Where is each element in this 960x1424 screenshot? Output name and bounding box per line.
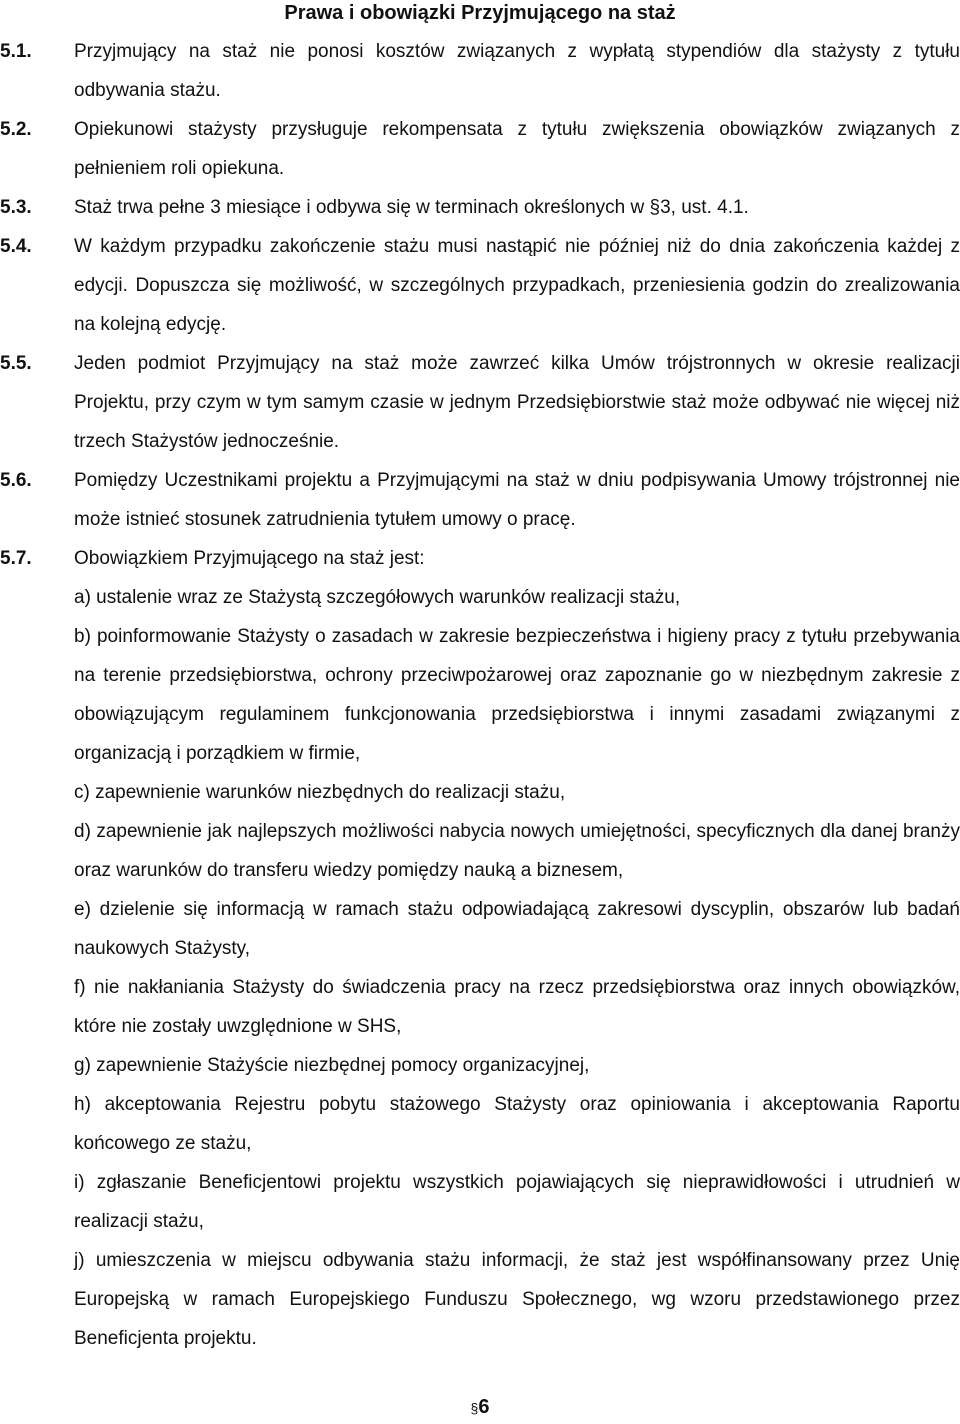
list-item: b) poinformowanie Stażysty o zasadach w zakresie bezpieczeństwa i higieny pracy z tytułu przebywania na terenie przedsiębiorstwa, ochrony przeciwpożarowej oraz zapoznanie go w niezbędnym zakresie z obowiązującym regulaminem funkcjonowania przedsiębiorstwa i innymi zasadami związanymi z organizacją i porządkiem w firmie, xyxy=(74,626,960,764)
section-number: 5.5. xyxy=(0,353,32,374)
section-5-4 xyxy=(0,227,960,344)
section-body xyxy=(74,32,960,110)
section-number: 5.4. xyxy=(0,236,32,257)
section-5-2 xyxy=(0,110,960,188)
list-item: c) zapewnienie warunków niezbędnych do realizacji stażu, xyxy=(74,782,566,803)
section-body xyxy=(74,188,960,227)
section-5-3 xyxy=(0,188,960,227)
list-item: g) zapewnienie Stażyście niezbędnej pomocy organizacyjnej, xyxy=(74,1055,590,1076)
section-paragraph: Jeden podmiot Przyjmujący na staż może zawrzeć kilka Umów trójstronnych w okresie realizacji Projektu, przy czym w tym samym czasie w jednym Przedsiębiorstwie staż może odbywać nie więcej niż trzech Stażystów jednocześnie. xyxy=(74,353,960,452)
section-paragraph: Przyjmujący na staż nie ponosi kosztów związanych z wypłatą stypendiów dla stażysty z tytułu odbywania stażu. xyxy=(74,41,960,101)
section-number: 5.2. xyxy=(0,119,32,140)
sections-list xyxy=(0,32,960,1358)
list-item: f) nie nakłaniania Stażysty do świadczenia pracy na rzecz przedsiębiorstwa oraz innych obowiązków, które nie zostały uwzględnione w SHS, xyxy=(74,977,960,1037)
section-5-7 xyxy=(0,539,960,1358)
section-paragraph: Opiekunowi stażysty przysługuje rekompensata z tytułu zwiększenia obowiązków związanych z pełnieniem roli opiekuna. xyxy=(74,119,960,179)
section-paragraph: Staż trwa pełne 3 miesiące i odbywa się w terminach określonych w §3, ust. 4.1. xyxy=(74,197,749,218)
page-footer xyxy=(0,1394,960,1421)
list-item: h) akceptowania Rejestru pobytu stażowego Stażysty oraz opiniowania i akceptowania Raportu końcowego ze stażu, xyxy=(74,1094,960,1154)
section-number: 5.1. xyxy=(0,41,32,62)
section-paragraph: W każdym przypadku zakończenie stażu musi nastąpić nie później niż do dnia zakończenia każdej z edycji. Dopuszcza się możliwość, w szczególnych przypadkach, przeniesienia godzin do zrealizowania na kolejną edycję. xyxy=(74,236,960,335)
section-5-1 xyxy=(0,32,960,110)
list-item: a) ustalenie wraz ze Stażystą szczegółowych warunków realizacji stażu, xyxy=(74,587,681,608)
section-5-6 xyxy=(0,461,960,539)
section-body xyxy=(74,344,960,461)
section-number: 5.3. xyxy=(0,197,32,218)
section-number: 5.6. xyxy=(0,470,32,491)
section-number: 5.7. xyxy=(0,548,32,569)
section-body xyxy=(74,539,960,1358)
section-body xyxy=(74,461,960,539)
list-item: i) zgłaszanie Beneficjentowi projektu wszystkich pojawiających się nieprawidłowości i utrudnień w realizacji stażu, xyxy=(74,1172,960,1232)
list-item: e) dzielenie się informacją w ramach stażu odpowiadającą zakresowi dyscyplin, obszarów lub badań naukowych Stażysty, xyxy=(74,899,960,959)
section-paragraph: Obowiązkiem Przyjmującego na staż jest: xyxy=(74,548,425,569)
section-symbol: § xyxy=(470,1400,479,1416)
section-body xyxy=(74,110,960,188)
section-body xyxy=(74,227,960,344)
section-5-5 xyxy=(0,344,960,461)
page-number: 6 xyxy=(478,1396,490,1418)
list-item: j) umieszczenia w miejscu odbywania stażu informacji, że staż jest współfinansowany przez Unię Europejską w ramach Europejskiego Funduszu Społecznego, wg wzoru przedstawionego przez Beneficjenta projektu. xyxy=(74,1250,960,1349)
section-paragraph: Pomiędzy Uczestnikami projektu a Przyjmującymi na staż w dniu podpisywania Umowy trójstronnej nie może istnieć stosunek zatrudnienia tytułem umowy o pracę. xyxy=(74,470,960,530)
list-item: d) zapewnienie jak najlepszych możliwości nabycia nowych umiejętności, specyficznych dla danej branży oraz warunków do transferu wiedzy pomiędzy nauką a biznesem, xyxy=(74,821,960,881)
page-title: Prawa i obowiązki Przyjmującego na staż xyxy=(284,2,676,24)
